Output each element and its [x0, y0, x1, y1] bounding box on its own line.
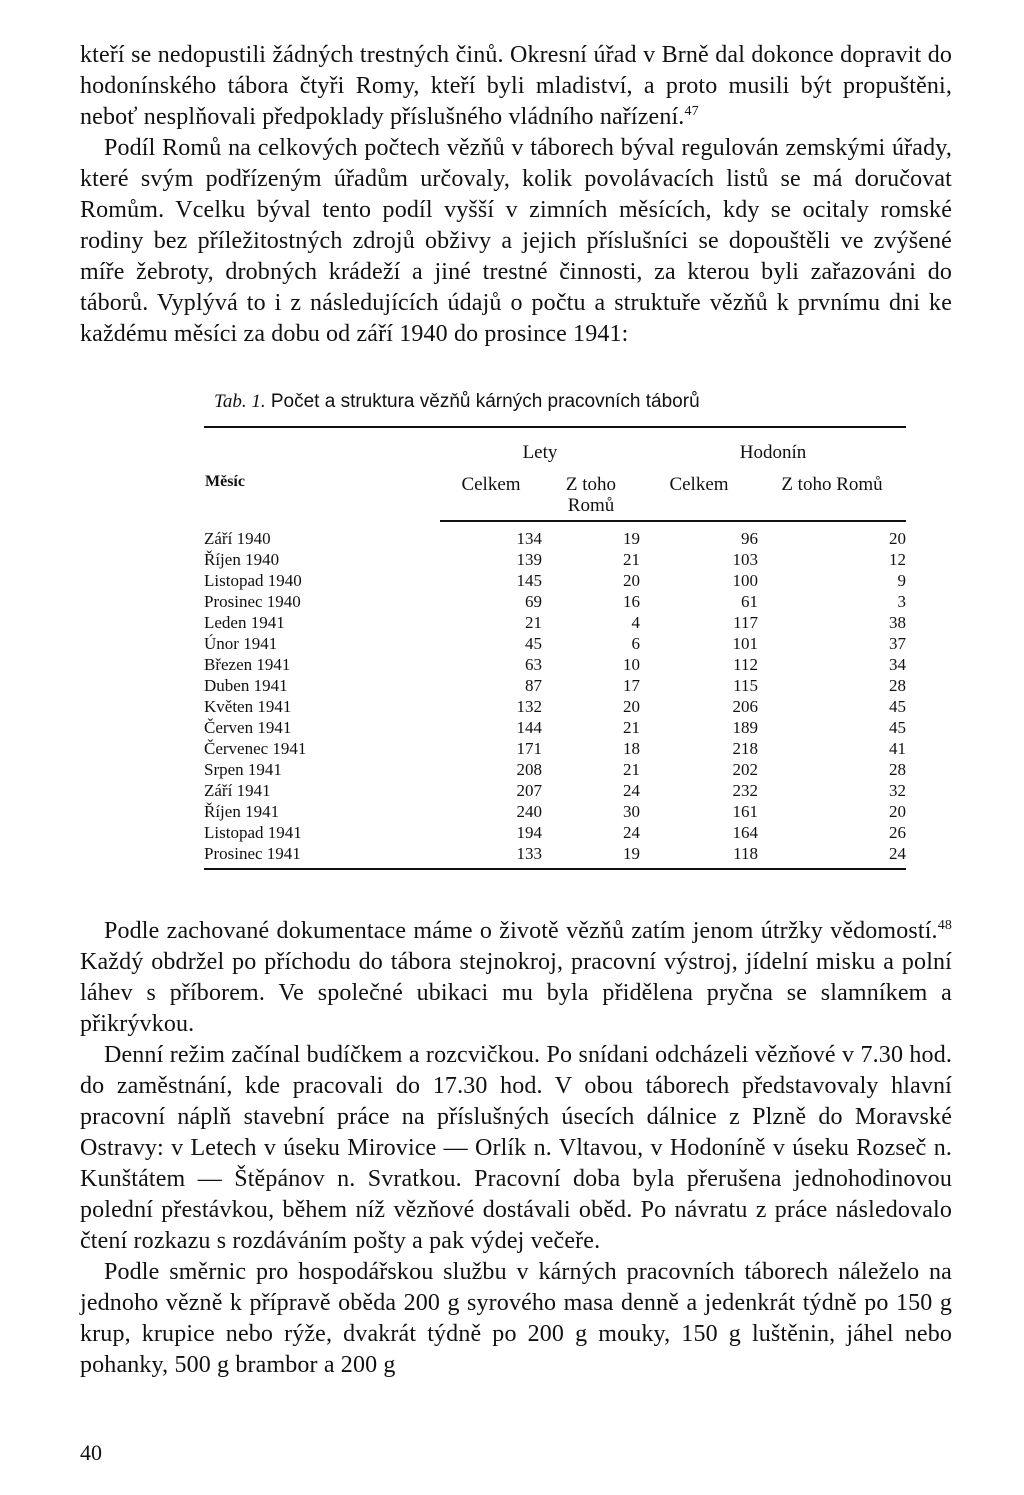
- lety-roma-cell: 4: [631, 613, 640, 632]
- lety-roma-cell: 20: [623, 697, 640, 716]
- table-row: [204, 591, 906, 612]
- month-cell: Březen 1941: [204, 655, 291, 674]
- table-row: [204, 717, 906, 738]
- paragraph-3-text: Podle zachované dokumentace máme o životě vězňů zatím jenom útržky vědomostí.: [104, 918, 938, 944]
- month-cell: Prosinec 1940: [204, 592, 301, 611]
- hodonin-roma-cell: 45: [889, 718, 906, 737]
- table-body: [204, 521, 906, 869]
- paragraph-4: [80, 1040, 952, 1257]
- text-after-table: [80, 916, 952, 1381]
- hodonin-total-cell: 161: [732, 802, 758, 821]
- hodonin-total-cell: 61: [741, 592, 758, 611]
- hodonin-total-cell: 117: [733, 613, 758, 632]
- hodonin-total-cell: 118: [640, 843, 758, 869]
- paragraph-4-text: Denní režim začínal budíčkem a rozcvičkou. Po snídani odcházeli vězňové v 7.30 hod. do zaměstnání, kde pracovali do 17.30 hod. V obou táborech představovaly hlavní pracovní náplň stavební práce na příslušných úsecích dálnice z Plzně do Moravské Ostravy: v Letech v úseku Mirovice — Orlík n. Vltavou, v Hodoníně v úseku Rozseč n. Kunštátem — Štěpánov n. Svratkou. Pracovní doba byla přerušena jednohodinovou polední přestávkou, během níž vězňové dostávali oběd. Po návratu z práce následovalo čtení rozkazu s rozdáváním pošty a pak výdej večeře.: [80, 1042, 952, 1254]
- lety-total-cell: 144: [516, 718, 542, 737]
- lety-total-cell: 132: [516, 697, 542, 716]
- hodonin-roma-cell: 3: [897, 592, 906, 611]
- footnote-ref-48[interactable]: 48: [937, 918, 952, 933]
- month-cell: Listopad 1941: [204, 823, 302, 842]
- lety-total-cell: 69: [525, 592, 542, 611]
- hodonin-roma-cell: 20: [889, 529, 906, 548]
- column-header-lety-roma: Z toho Romů: [542, 464, 640, 521]
- month-cell: Listopad 1940: [204, 571, 302, 590]
- table-row: [204, 521, 906, 549]
- column-header-lety-total: Celkem: [440, 464, 542, 521]
- lety-total-cell: 145: [516, 571, 542, 590]
- month-cell: Říjen 1940: [204, 550, 280, 569]
- table-row: [204, 801, 906, 822]
- table-group-header-row: [204, 427, 906, 464]
- hodonin-roma-cell: 32: [889, 781, 906, 800]
- lety-roma-cell: 17: [623, 676, 640, 695]
- hodonin-roma-cell: 12: [889, 550, 906, 569]
- table-row: [204, 822, 906, 843]
- hodonin-roma-cell: 37: [889, 634, 906, 653]
- paragraph-3-tail: Každý obdržel po příchodu do tábora stejnokroj, pracovní výstroj, jídelní misku a polní láhev s příborem. Ve společné ubikaci mu byla přidělena pryčna se slamníkem a přikrývkou.: [80, 949, 952, 1037]
- table-row: [204, 633, 906, 654]
- lety-roma-cell: 21: [623, 718, 640, 737]
- month-cell: Únor 1941: [204, 634, 278, 653]
- hodonin-total-cell: 96: [741, 529, 758, 548]
- table-number: Tab. 1.: [214, 391, 266, 412]
- table-row: [204, 843, 906, 869]
- hodonin-total-cell: 112: [733, 655, 758, 674]
- table-row: [204, 570, 906, 591]
- lety-roma-cell: 24: [623, 781, 640, 800]
- table-row: [204, 696, 906, 717]
- page-number: 40: [80, 1440, 102, 1465]
- lety-total-cell: 240: [516, 802, 542, 821]
- lety-total-cell: 133: [440, 843, 542, 869]
- lety-roma-cell: 6: [631, 634, 640, 653]
- month-cell: Září 1941: [204, 781, 271, 800]
- table-row: [204, 549, 906, 570]
- lety-roma-cell: 18: [623, 739, 640, 758]
- lety-total-cell: 134: [516, 529, 542, 548]
- table-row: [204, 780, 906, 801]
- paragraph-5-text: Podle směrnic pro hospodářskou službu v kárných pracovních táborech náleželo na jednoho vězně k přípravě oběda 200 g syrového masa denně a jedenkrát týdně po 150 g krup, krupice nebo rýže, dvakrát týdně po 200 g mouky, 150 g luštěnin, jáhel nebo pohanky, 500 g brambor a 200 g: [80, 1259, 952, 1378]
- hodonin-roma-cell: 24: [758, 843, 906, 869]
- page-content: [80, 40, 952, 1381]
- month-cell: Červen 1941: [204, 718, 292, 737]
- hodonin-roma-cell: 38: [889, 613, 906, 632]
- lety-total-cell: 87: [525, 676, 542, 695]
- hodonin-total-cell: 202: [732, 760, 758, 779]
- lety-total-cell: 139: [516, 550, 542, 569]
- month-cell: Září 1940: [204, 528, 271, 548]
- lety-roma-cell: 19: [542, 843, 640, 869]
- month-cell: Říjen 1941: [204, 802, 280, 821]
- hodonin-total-cell: 100: [732, 571, 758, 590]
- lety-total-cell: 21: [525, 613, 542, 632]
- lety-roma-cell: 30: [623, 802, 640, 821]
- hodonin-total-cell: 232: [732, 781, 758, 800]
- hodonin-total-cell: 101: [732, 634, 758, 653]
- hodonin-roma-cell: 20: [889, 802, 906, 821]
- hodonin-roma-cell: 28: [889, 676, 906, 695]
- lety-roma-cell: 10: [623, 655, 640, 674]
- hodonin-total-cell: 103: [732, 550, 758, 569]
- lety-roma-cell: 16: [623, 592, 640, 611]
- month-cell: Prosinec 1941: [204, 843, 440, 869]
- paragraph-1-text: kteří se nedopustili žádných trestných činů. Okresní úřad v Brně dal dokonce dopravit do hodonínského tábora čtyři Romy, kteří byli mladiství, a proto musili být propuštěni, neboť nesplňovali předpoklady příslušného vládního nařízení.: [80, 42, 952, 130]
- hodonin-total-cell: 189: [732, 718, 758, 737]
- hodonin-total-cell: 164: [732, 823, 758, 842]
- group-header-lety: Lety: [440, 427, 640, 464]
- paragraph-5: [80, 1257, 952, 1381]
- table-caption: [214, 390, 952, 414]
- hodonin-roma-cell: 9: [897, 571, 906, 590]
- lety-total-cell: 45: [525, 634, 542, 653]
- paragraph-3: [80, 916, 952, 1040]
- paragraph-2-text: Podíl Romů na celkových počtech vězňů v táborech býval regulován zemskými úřady, které svým podřízeným úřadům určovaly, kolik povolávacích listů se má doručovat Romům. Vcelku býval tento podíl vyšší v zimních měsících, kdy se ocitaly romské rodiny bez příležitostných zdrojů obživy a jejich příslušníci se dopouštěli ve zvýšené míře žebroty, drobných krádeží a jiné trestné činnosti, za kterou byli zařazováni do táborů. Vyplývá to i z následujících údajů o počtu a struktuře vězňů k prvnímu dni ke každému měsíci za dobu od září 1940 do prosince 1941:: [80, 135, 952, 347]
- month-cell: Červenec 1941: [204, 739, 307, 758]
- table-row: [204, 759, 906, 780]
- hodonin-total-cell: 218: [732, 739, 758, 758]
- hodonin-total-cell: 206: [732, 697, 758, 716]
- table-title: Počet a struktura vězňů kárných pracovních táborů: [270, 391, 700, 412]
- paragraph-1: [80, 40, 952, 133]
- lety-total-cell: 194: [516, 823, 542, 842]
- lety-roma-cell: 20: [623, 571, 640, 590]
- table-row: [204, 654, 906, 675]
- hodonin-roma-cell: 28: [889, 760, 906, 779]
- column-header-hodonin-roma: Z toho Romů: [758, 464, 906, 521]
- hodonin-roma-cell: 45: [889, 697, 906, 716]
- hodonin-total-cell: 115: [733, 676, 758, 695]
- column-header-hodonin-total: Celkem: [640, 464, 758, 521]
- footnote-ref-47[interactable]: 47: [684, 104, 699, 119]
- hodonin-roma-cell: 26: [889, 823, 906, 842]
- prisoner-table: [204, 426, 906, 870]
- hodonin-roma-cell: 34: [889, 655, 906, 674]
- month-cell: Květen 1941: [204, 697, 292, 716]
- lety-roma-cell: 24: [623, 823, 640, 842]
- table-row: [204, 675, 906, 696]
- month-cell: Leden 1941: [204, 613, 285, 632]
- table-row: [204, 612, 906, 633]
- lety-total-cell: 171: [516, 739, 542, 758]
- hodonin-roma-cell: 41: [889, 739, 906, 758]
- lety-total-cell: 207: [516, 781, 542, 800]
- lety-roma-cell: 19: [623, 529, 640, 548]
- group-header-hodonin: Hodonín: [640, 427, 906, 464]
- lety-roma-cell: 21: [623, 760, 640, 779]
- month-cell: Srpen 1941: [204, 760, 282, 779]
- lety-total-cell: 63: [525, 655, 542, 674]
- month-column-header: Měsíc: [204, 427, 440, 521]
- paragraph-2: [80, 133, 952, 350]
- lety-total-cell: 208: [516, 760, 542, 779]
- lety-roma-cell: 21: [623, 550, 640, 569]
- month-cell: Duben 1941: [204, 676, 288, 695]
- table-row: [204, 738, 906, 759]
